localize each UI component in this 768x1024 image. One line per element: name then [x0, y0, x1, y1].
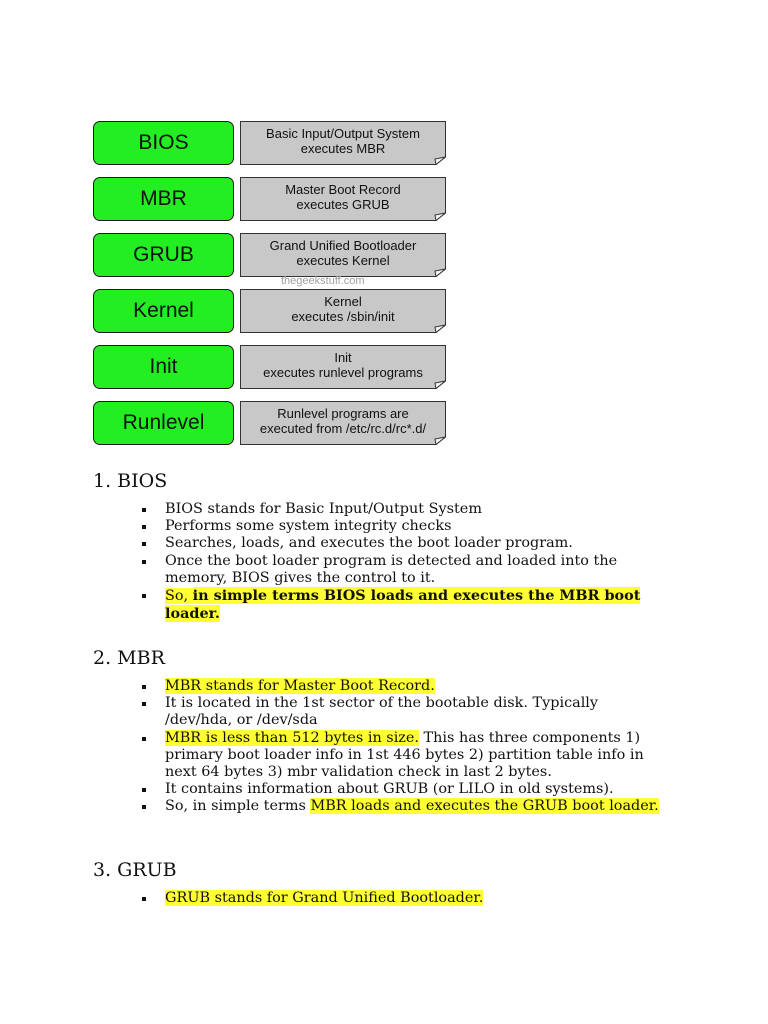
stage-description-note — [240, 345, 446, 389]
bullet-square-icon — [142, 508, 146, 512]
bullet-item — [140, 890, 660, 907]
highlighted-text: in simple terms BIOS loads and executes the MBR boot loader. — [165, 587, 641, 623]
highlighted-text: MBR loads and executes the GRUB boot loader. — [310, 798, 659, 815]
stage-description-note — [240, 289, 446, 333]
bullet-text: Once the boot loader program is detected and loaded into the memory, BIOS gives the control to it. — [165, 552, 618, 586]
watermark: thegeekstuff.com — [281, 275, 365, 287]
bullet-square-icon — [142, 594, 146, 598]
bullet-item — [140, 501, 660, 518]
bullet-text: Searches, loads, and executes the boot loader program. — [165, 535, 573, 552]
stage-description-note — [240, 401, 446, 445]
bullet-item — [140, 553, 660, 587]
note-line: Runlevel programs are — [277, 406, 409, 421]
mbr-bullet-list — [140, 678, 660, 816]
bullet-item — [140, 518, 660, 535]
bullet-square-icon — [142, 737, 146, 741]
stage-kernel — [93, 289, 449, 333]
stage-label: Init — [93, 345, 234, 389]
bullet-item — [140, 535, 660, 552]
bullet-item — [140, 695, 660, 729]
bullet-item — [140, 678, 660, 695]
note-line: Kernel — [324, 294, 362, 309]
bullet-square-icon — [142, 897, 146, 901]
note-line: Init — [334, 350, 352, 365]
stage-label: MBR — [93, 177, 234, 221]
note-line: Master Boot Record — [285, 182, 401, 197]
bullet-square-icon — [142, 560, 146, 564]
note-line: executes GRUB — [296, 197, 390, 212]
stage-label: BIOS — [93, 121, 234, 165]
bullet-square-icon — [142, 542, 146, 546]
bullet-square-icon — [142, 525, 146, 529]
stage-description-note — [240, 177, 446, 221]
bullet-item — [140, 730, 660, 782]
bullet-square-icon — [142, 685, 146, 689]
bullet-square-icon — [142, 702, 146, 706]
note-line: executes MBR — [300, 141, 386, 156]
stage-grub — [93, 233, 449, 277]
note-line: Grand Unified Bootloader — [269, 238, 417, 253]
stage-label: Kernel — [93, 289, 234, 333]
highlighted-text: So, — [165, 588, 193, 605]
stage-label: Runlevel — [93, 401, 234, 445]
stage-runlevel — [93, 401, 449, 445]
stage-description-note — [240, 233, 446, 277]
bullet-item — [140, 798, 660, 815]
bullet-text: It is located in the 1st sector of the bootable disk. Typically /dev/hda, or /dev/sda — [165, 695, 599, 729]
note-line: executes Kernel — [296, 253, 390, 268]
note-line: Basic Input/Output System — [266, 126, 420, 141]
grub-bullet-list — [140, 890, 660, 907]
stage-mbr — [93, 177, 449, 221]
section-heading-grub: 3. GRUB — [93, 859, 177, 881]
stage-bios — [93, 121, 449, 165]
bios-bullet-list — [140, 501, 660, 623]
stage-label: GRUB — [93, 233, 234, 277]
bullet-item — [140, 781, 660, 798]
bullet-text: BIOS stands for Basic Input/Output System — [165, 501, 482, 517]
highlighted-text: MBR is less than 512 bytes in size. — [165, 729, 419, 746]
note-line: executes runlevel programs — [263, 365, 423, 380]
stage-description-note — [240, 121, 446, 165]
bullet-square-icon — [142, 788, 146, 792]
bullet-text: Performs some system integrity checks — [165, 518, 452, 535]
bullet-text: This has three components 1) primary boot loader info in 1st 446 bytes 2) partition table info in next 64 bytes 3) mbr validation check in last 2 bytes. — [165, 729, 644, 781]
section-heading-bios: 1. BIOS — [93, 470, 168, 492]
boot-sequence-diagram — [93, 121, 449, 445]
section-heading-mbr: 2. MBR — [93, 647, 165, 669]
highlighted-text: GRUB stands for Grand Unified Bootloader. — [165, 890, 484, 906]
bullet-text: So, in simple terms — [165, 798, 311, 815]
bullet-square-icon — [142, 805, 146, 809]
bullet-item — [140, 587, 660, 623]
highlighted-text: MBR stands for Master Boot Record. — [165, 678, 435, 694]
bullet-text: It contains information about GRUB (or LILO in old systems). — [165, 781, 614, 798]
stage-init — [93, 345, 449, 389]
note-line: executed from /etc/rc.d/rc*.d/ — [259, 421, 427, 436]
note-line: executes /sbin/init — [291, 309, 395, 324]
